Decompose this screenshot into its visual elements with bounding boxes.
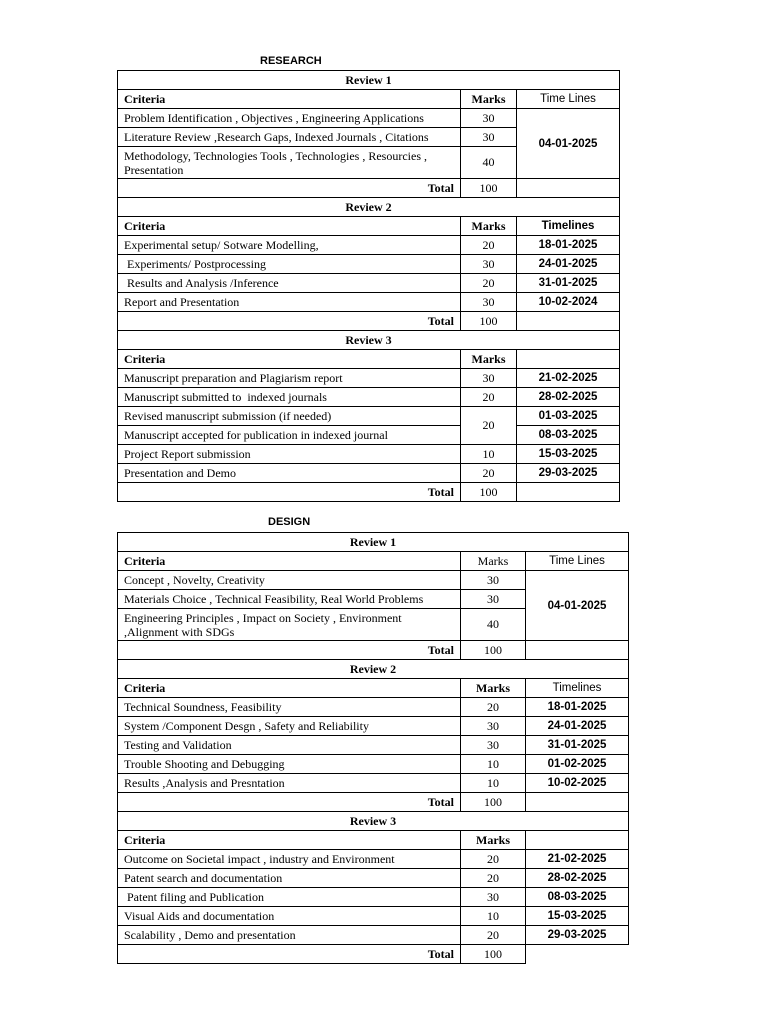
total-label: Total	[118, 945, 461, 964]
table-row	[118, 445, 620, 464]
research-review2-heading: Review 2	[118, 198, 620, 217]
total-row	[118, 312, 620, 331]
total-value: 100	[461, 312, 517, 331]
marks-cell: 30	[461, 109, 517, 128]
total-row	[118, 641, 629, 660]
marks-cell: 10	[461, 755, 526, 774]
marks-cell: 10	[461, 445, 517, 464]
total-row	[118, 179, 620, 198]
research-review1-heading: Review 1	[118, 71, 620, 90]
criteria-cell: Patent filing and Publication	[118, 888, 461, 907]
date-cell: 29-03-2025	[517, 464, 620, 483]
criteria-cell: Manuscript accepted for publication in indexed journal	[118, 426, 461, 445]
marks-cell: 20	[461, 274, 517, 293]
criteria-cell: System /Component Desgn , Safety and Reliability	[118, 717, 461, 736]
criteria-cell: Trouble Shooting and Debugging	[118, 755, 461, 774]
date-cell: 21-02-2025	[526, 850, 629, 869]
empty-cell	[517, 483, 620, 502]
table-row	[118, 388, 620, 407]
design-table	[117, 532, 629, 964]
date-cell: 28-02-2025	[517, 388, 620, 407]
date-cell: 10-02-2025	[526, 774, 629, 793]
criteria-header: Criteria	[118, 679, 461, 698]
total-value: 100	[461, 793, 526, 812]
criteria-cell: Literature Review ,Research Gaps, Indexed Journals , Citations	[118, 128, 461, 147]
criteria-header: Criteria	[118, 90, 461, 109]
date-cell: 28-02-2025	[526, 869, 629, 888]
table-row	[118, 274, 620, 293]
table-row	[118, 571, 629, 590]
empty-cell	[526, 641, 629, 660]
date-cell: 01-02-2025	[526, 755, 629, 774]
criteria-cell: Testing and Validation	[118, 736, 461, 755]
criteria-cell: Experimental setup/ Sotware Modelling,	[118, 236, 461, 255]
criteria-cell: Materials Choice , Technical Feasibility, Real World Problems	[118, 590, 461, 609]
empty-cell	[526, 793, 629, 812]
criteria-cell: Patent search and documentation	[118, 869, 461, 888]
marks-cell: 10	[461, 774, 526, 793]
table-row	[118, 850, 629, 869]
table-row	[118, 236, 620, 255]
empty-cell	[517, 350, 620, 369]
design-review3-heading: Review 3	[118, 812, 629, 831]
criteria-cell: Technical Soundness, Feasibility	[118, 698, 461, 717]
marks-cell: 30	[461, 717, 526, 736]
marks-cell: 40	[461, 147, 517, 179]
timelines-header: Time Lines	[517, 90, 620, 109]
table-row	[118, 464, 620, 483]
total-value: 100	[461, 483, 517, 502]
marks-cell: 20	[461, 236, 517, 255]
criteria-header: Criteria	[118, 350, 461, 369]
table-row	[118, 407, 620, 426]
table-row	[118, 426, 620, 445]
date-cell: 08-03-2025	[517, 426, 620, 445]
total-label: Total	[118, 641, 461, 660]
table-row	[118, 869, 629, 888]
marks-cell: 30	[461, 255, 517, 274]
total-row	[118, 483, 620, 502]
date-cell: 24-01-2025	[517, 255, 620, 274]
marks-cell: 20	[461, 407, 517, 445]
date-cell: 15-03-2025	[526, 907, 629, 926]
table-row	[118, 907, 629, 926]
marks-cell: 30	[461, 571, 526, 590]
marks-cell: 30	[461, 369, 517, 388]
marks-cell: 30	[461, 293, 517, 312]
date-cell: 31-01-2025	[526, 736, 629, 755]
criteria-header: Criteria	[118, 552, 461, 571]
criteria-cell: Manuscript preparation and Plagiarism report	[118, 369, 461, 388]
criteria-cell: Presentation and Demo	[118, 464, 461, 483]
criteria-cell: Manuscript submitted to indexed journals	[118, 388, 461, 407]
empty-cell	[526, 945, 629, 964]
date-cell: 10-02-2024	[517, 293, 620, 312]
table-row	[118, 888, 629, 907]
criteria-cell: Methodology, Technologies Tools , Technologies , Resourcies , Presentation	[118, 147, 461, 179]
total-row	[118, 945, 629, 964]
criteria-cell: Concept , Novelty, Creativity	[118, 571, 461, 590]
table-row	[118, 698, 629, 717]
table-row	[118, 293, 620, 312]
date-cell: 08-03-2025	[526, 888, 629, 907]
marks-header: Marks	[461, 90, 517, 109]
empty-cell	[517, 312, 620, 331]
marks-cell: 10	[461, 907, 526, 926]
table-row	[118, 109, 620, 128]
criteria-cell: Experiments/ Postprocessing	[118, 255, 461, 274]
total-row	[118, 793, 629, 812]
marks-header: Marks	[461, 552, 526, 571]
empty-cell	[526, 831, 629, 850]
total-label: Total	[118, 483, 461, 502]
marks-cell: 20	[461, 850, 526, 869]
total-label: Total	[118, 793, 461, 812]
criteria-cell: Results and Analysis /Inference	[118, 274, 461, 293]
criteria-cell: Revised manuscript submission (if needed)	[118, 407, 461, 426]
marks-cell: 20	[461, 388, 517, 407]
criteria-cell: Outcome on Societal impact , industry and Environment	[118, 850, 461, 869]
research-review3-heading: Review 3	[118, 331, 620, 350]
marks-cell: 30	[461, 888, 526, 907]
marks-header: Marks	[461, 350, 517, 369]
timelines-header: Timelines	[526, 679, 629, 698]
criteria-cell: Problem Identification , Objectives , Engineering Applications	[118, 109, 461, 128]
marks-cell: 30	[461, 736, 526, 755]
table-row	[118, 717, 629, 736]
marks-cell: 20	[461, 869, 526, 888]
design-review2-heading: Review 2	[118, 660, 629, 679]
timelines-header: Timelines	[517, 217, 620, 236]
total-label: Total	[118, 312, 461, 331]
table-row	[118, 736, 629, 755]
marks-cell: 20	[461, 464, 517, 483]
date-cell: 18-01-2025	[526, 698, 629, 717]
table-row	[118, 369, 620, 388]
timelines-header: Time Lines	[526, 552, 629, 571]
table-row	[118, 755, 629, 774]
empty-cell	[517, 179, 620, 198]
research-title: RESEARCH	[260, 55, 322, 67]
design-review1-heading: Review 1	[118, 533, 629, 552]
total-value: 100	[461, 179, 517, 198]
date-cell: 01-03-2025	[517, 407, 620, 426]
criteria-cell: Engineering Principles , Impact on Society , Environment ,Alignment with SDGs	[118, 609, 461, 641]
marks-header: Marks	[461, 217, 517, 236]
marks-cell: 30	[461, 590, 526, 609]
marks-cell: 30	[461, 128, 517, 147]
total-value: 100	[461, 641, 526, 660]
criteria-cell: Scalability , Demo and presentation	[118, 926, 461, 945]
date-cell: 31-01-2025	[517, 274, 620, 293]
marks-cell: 20	[461, 926, 526, 945]
criteria-header: Criteria	[118, 831, 461, 850]
criteria-cell: Report and Presentation	[118, 293, 461, 312]
date-cell: 29-03-2025	[526, 926, 629, 945]
table-row	[118, 255, 620, 274]
criteria-cell: Project Report submission	[118, 445, 461, 464]
table-row	[118, 926, 629, 945]
date-cell: 04-01-2025	[526, 571, 629, 641]
marks-cell: 40	[461, 609, 526, 641]
date-cell: 21-02-2025	[517, 369, 620, 388]
criteria-header: Criteria	[118, 217, 461, 236]
date-cell: 15-03-2025	[517, 445, 620, 464]
marks-cell: 20	[461, 698, 526, 717]
design-title: DESIGN	[268, 516, 311, 528]
table-row	[118, 774, 629, 793]
date-cell: 24-01-2025	[526, 717, 629, 736]
criteria-cell: Results ,Analysis and Presntation	[118, 774, 461, 793]
criteria-cell: Visual Aids and documentation	[118, 907, 461, 926]
date-cell: 18-01-2025	[517, 236, 620, 255]
marks-header: Marks	[461, 831, 526, 850]
research-table	[117, 70, 620, 502]
date-cell: 04-01-2025	[517, 109, 620, 179]
total-value: 100	[461, 945, 526, 964]
total-label: Total	[118, 179, 461, 198]
marks-header: Marks	[461, 679, 526, 698]
